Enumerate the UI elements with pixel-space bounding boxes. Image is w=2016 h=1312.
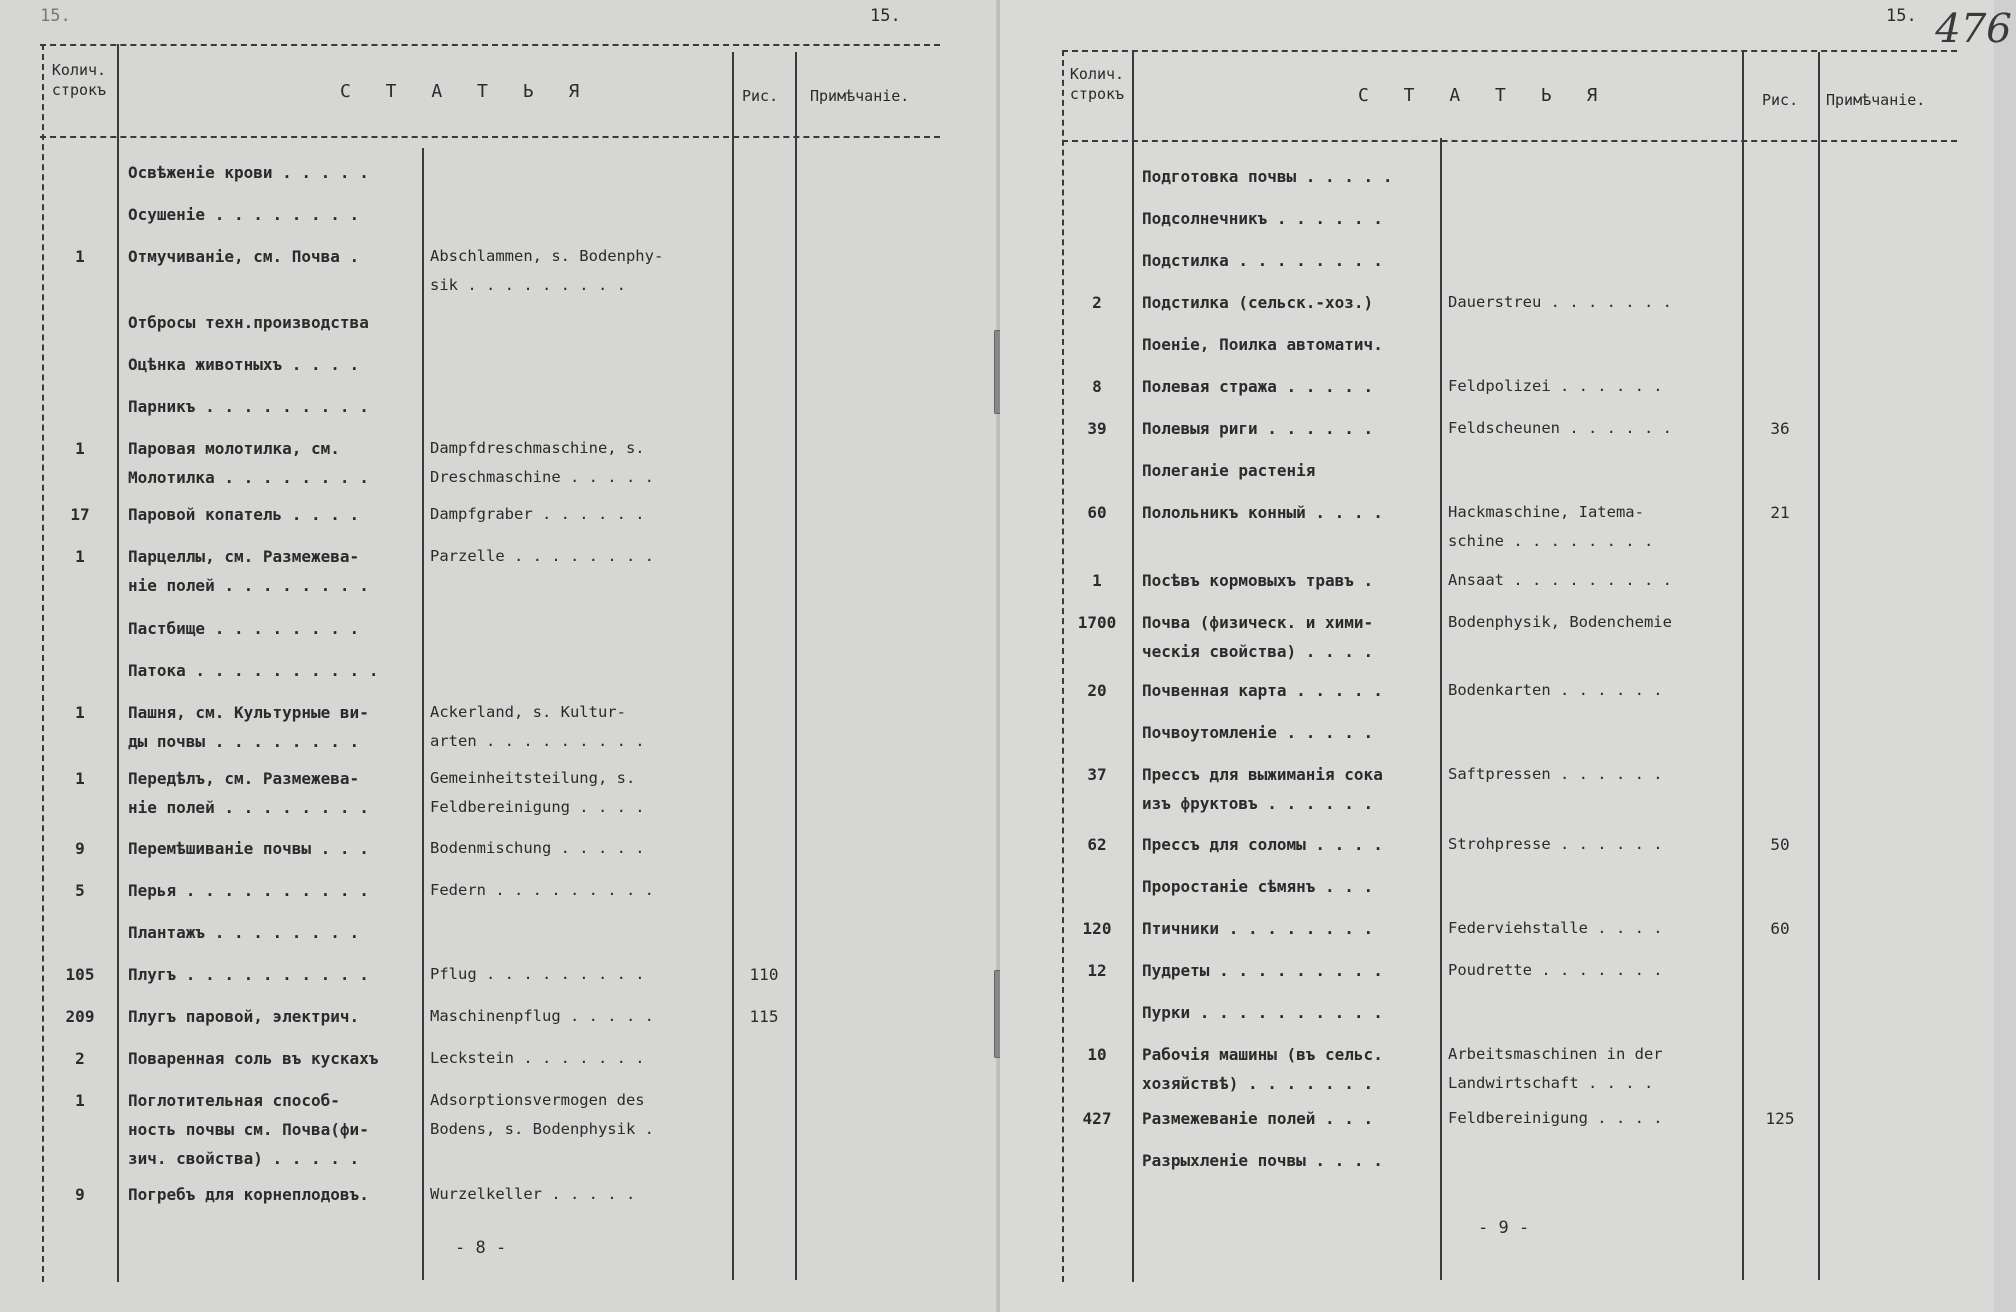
german-term: Saftpressen . . . . . . (1448, 765, 1663, 783)
german-term: Maschinenpflug . . . . . (430, 1007, 654, 1025)
line-count: 1 (75, 247, 85, 266)
right-page (1000, 0, 2016, 1312)
article-title: Парникъ . . . . . . . . . (128, 397, 369, 416)
header-bottom-rule (1062, 140, 1957, 142)
article-title: Отмучиваніе, см. Почва . (128, 247, 360, 266)
line-count: 1 (75, 1091, 85, 1110)
column-divider (795, 52, 797, 1280)
line-count: 9 (75, 1185, 85, 1204)
line-count: 20 (1087, 681, 1107, 700)
article-title: Почвоутомленіе . . . . . (1142, 723, 1374, 742)
article-title: Проростаніе сѣмянъ . . . (1142, 877, 1374, 896)
article-title: Поваренная соль въ кускахъ (128, 1049, 379, 1068)
article-title: Перья . . . . . . . . . . (128, 881, 369, 900)
article-title: Погребъ для корнеплодовъ. (128, 1185, 369, 1204)
article-title: Паровой копатель . . . . (128, 505, 360, 524)
header-fig: Рис. (742, 87, 779, 105)
column-divider (422, 148, 424, 1280)
german-term: Feldbereinigung . . . . (1448, 1109, 1663, 1127)
article-title: Плугъ . . . . . . . . . . (128, 965, 369, 984)
page-number-corner: 15. (40, 6, 71, 26)
german-term: Dampfgraber . . . . . . (430, 505, 645, 523)
figure-count: 125 (1765, 1109, 1795, 1128)
german-term: Dauerstreu . . . . . . . (1448, 293, 1672, 311)
german-term: Leckstein . . . . . . . (430, 1049, 645, 1067)
article-title: Подстилка . . . . . . . . (1142, 251, 1383, 270)
article-title: Подстилка (сельск.-хоз.) (1142, 293, 1374, 312)
line-count: 5 (75, 881, 85, 900)
article-title: Пурки . . . . . . . . . . (1142, 1003, 1383, 1022)
german-term: Bodenphysik, Bodenchemie (1448, 613, 1672, 631)
article-title: Пудреты . . . . . . . . . (1142, 961, 1383, 980)
figure-count: 36 (1770, 419, 1790, 438)
article-title: Пастбище . . . . . . . . (128, 619, 360, 638)
german-term: Ansaat . . . . . . . . . (1448, 571, 1672, 589)
article-title: Поеніе, Поилка автоматич. (1142, 335, 1383, 354)
line-count: 2 (75, 1049, 85, 1068)
line-count: 9 (75, 839, 85, 858)
header-count: Колич. строкъ (51, 61, 107, 99)
article-title: Передѣлъ, см. Размежева- ніе полей . . . . . . . . (128, 769, 369, 817)
article-title: Полевыя риги . . . . . . (1142, 419, 1374, 438)
article-title: Осушеніе . . . . . . . . (128, 205, 360, 224)
column-divider (1132, 50, 1134, 1282)
article-title: Почва (физическ. и хими- ческія свойства) . . . . (1142, 613, 1374, 661)
article-title: Плантажъ . . . . . . . . (128, 923, 360, 942)
line-count: 39 (1087, 419, 1107, 438)
line-count: 12 (1087, 961, 1107, 980)
header-count: Колич. строкъ (1069, 65, 1125, 103)
line-count: 1700 (1077, 613, 1117, 632)
archive-stamp: 476 (1930, 6, 2016, 52)
line-count: 1 (75, 439, 85, 458)
article-title: Прессъ для соломы . . . . (1142, 835, 1383, 854)
german-term: Pflug . . . . . . . . . (430, 965, 645, 983)
article-title: Подготовка почвы . . . . . (1142, 167, 1393, 186)
article-title: Прессъ для выжиманія сока изъ фруктовъ . . . . . . (1142, 765, 1383, 813)
line-count: 17 (70, 505, 90, 524)
article-title: Плугъ паровой, электрич. (128, 1007, 360, 1026)
article-title: Рабочія машины (въ сельс. хозяйствѣ) . . . . . . . (1142, 1045, 1383, 1093)
article-title: Поглотительная способ- ность почвы см. Почва(фи- зич. свойства) . . . . . (128, 1091, 369, 1168)
article-title: Парцеллы, см. Размежева- ніе полей . . . . . . . . (128, 547, 369, 595)
line-count: 105 (65, 965, 95, 984)
line-count: 1 (1092, 571, 1102, 590)
article-title: Почвенная карта . . . . . (1142, 681, 1383, 700)
column-divider (1062, 50, 1064, 1282)
column-divider (1742, 52, 1744, 1280)
header-note: Примѣчаніе. (810, 87, 910, 105)
line-count: 427 (1082, 1109, 1112, 1128)
german-term: Abschlammen, s. Bodenphy- sik . . . . . . . . . (430, 247, 664, 294)
header-top-rule (40, 44, 940, 46)
header-bottom-rule (40, 136, 940, 138)
figure-count: 50 (1770, 835, 1790, 854)
figure-count: 21 (1770, 503, 1790, 522)
line-count: 209 (65, 1007, 95, 1026)
german-term: Gemeinheitsteilung, s. Feldbereinigung . . . . (430, 769, 645, 816)
header-article: С Т А Т Ь Я (340, 81, 592, 102)
header-article: С Т А Т Ь Я (1358, 85, 1610, 106)
german-term: Feldpolizei . . . . . . (1448, 377, 1663, 395)
line-count: 8 (1092, 377, 1102, 396)
article-title: Освѣженіе крови . . . . . (128, 163, 369, 182)
german-term: Adsorptionsvermogen des Bodens, s. Bodenphysik . (430, 1091, 654, 1138)
german-term: Bodenmischung . . . . . (430, 839, 645, 857)
article-title: Паровая молотилка, см. Молотилка . . . . . . . . (128, 439, 369, 487)
german-term: Dampfdreschmaschine, s. Dreschmaschine . . . . . (430, 439, 654, 486)
article-title: Отбросы техн.производства (128, 313, 369, 332)
page-number-top: 15. (1886, 6, 1917, 26)
column-divider (117, 44, 119, 1282)
article-title: Разрыхленіе почвы . . . . (1142, 1151, 1383, 1170)
page-footer: - 8 - (455, 1238, 507, 1258)
article-title: Посѣвъ кормовыхъ травъ . (1142, 571, 1374, 590)
german-term: Wurzelkeller . . . . . (430, 1185, 636, 1203)
german-term: Ackerland, s. Kultur- arten . . . . . . . . . (430, 703, 645, 750)
line-count: 120 (1082, 919, 1112, 938)
header-top-rule (1062, 50, 1957, 52)
german-term: Arbeitsmaschinen in der Landwirtschaft . . . . (1448, 1045, 1663, 1092)
german-term: Federn . . . . . . . . . (430, 881, 654, 899)
line-count: 1 (75, 769, 85, 788)
page-footer: - 9 - (1478, 1218, 1530, 1238)
article-title: Перемѣшиваніе почвы . . . (128, 839, 369, 858)
article-title: Полольникъ конный . . . . (1142, 503, 1383, 522)
german-term: Parzelle . . . . . . . . (430, 547, 654, 565)
german-term: Feldscheunen . . . . . . (1448, 419, 1672, 437)
line-count: 60 (1087, 503, 1107, 522)
article-title: Патока . . . . . . . . . . (128, 661, 379, 680)
figure-count: 60 (1770, 919, 1790, 938)
line-count: 1 (75, 547, 85, 566)
german-term: Federviehstalle . . . . (1448, 919, 1663, 937)
article-title: Подсолнечникъ . . . . . . (1142, 209, 1383, 228)
line-count: 1 (75, 703, 85, 722)
article-title: Размежеваніе полей . . . (1142, 1109, 1374, 1128)
header-fig: Рис. (1762, 91, 1799, 109)
left-page (0, 0, 1000, 1312)
column-divider (732, 52, 734, 1280)
page-number-top: 15. (870, 6, 901, 26)
article-title: Полеганіе растенія (1142, 461, 1316, 480)
line-count: 10 (1087, 1045, 1107, 1064)
column-divider (1440, 138, 1442, 1280)
header-note: Примѣчаніе. (1826, 91, 1926, 109)
article-title: Птичники . . . . . . . . (1142, 919, 1374, 938)
figure-count: 110 (749, 965, 779, 984)
german-term: Bodenkarten . . . . . . (1448, 681, 1663, 699)
article-title: Пашня, см. Культурные ви- ды почвы . . . . . . . . (128, 703, 369, 751)
german-term: Poudrette . . . . . . . (1448, 961, 1663, 979)
column-divider (1818, 52, 1820, 1280)
line-count: 2 (1092, 293, 1102, 312)
figure-count: 115 (749, 1007, 779, 1026)
german-term: Hackmaschine, Iatema- schine . . . . . . . . (1448, 503, 1654, 550)
german-term: Strohpresse . . . . . . (1448, 835, 1663, 853)
article-title: Оцѣнка животныхъ . . . . (128, 355, 360, 374)
line-count: 37 (1087, 765, 1107, 784)
article-title: Полевая стража . . . . . (1142, 377, 1374, 396)
line-count: 62 (1087, 835, 1107, 854)
